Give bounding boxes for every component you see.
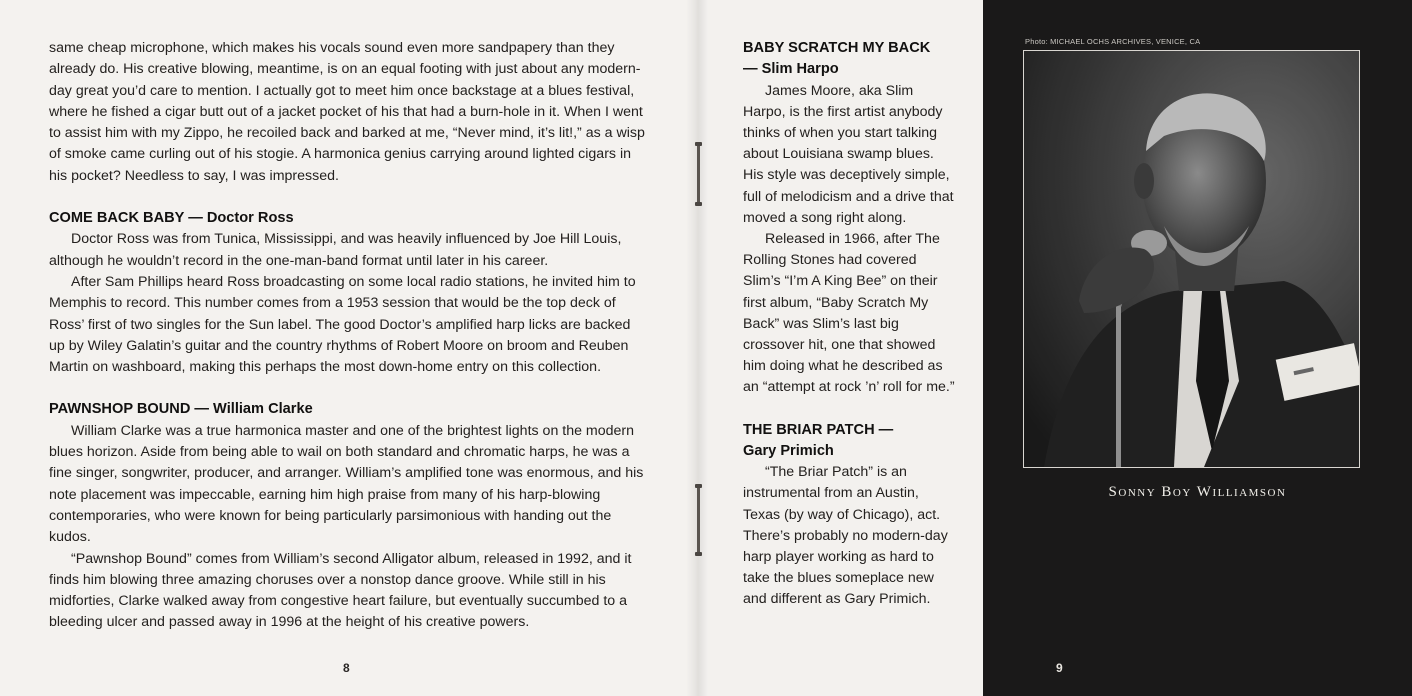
paragraph: After Sam Phillips heard Ross broadcasting on some local radio stations, he invited him to Memphis to record. This number comes from a 1953 session that would be the top deck of Ross’ first of two singles for the Sun label. The good Doctor’s amplified harp licks are backed up by Wiley Galatin’s guitar and the country rhythms of Robert Moore on broom and Reuben Martin on washboard, making this perhaps the most down-home entry on this collection.	[49, 273, 636, 376]
section-heading	[743, 38, 955, 81]
heading-line: Gary Primich	[743, 442, 834, 459]
paragraph: “The Briar Patch” is an instrumental from an Austin, Texas (by way of Chicago), act. There’s probably no modern-day harp player working as hard to take the blues someplace new and different as Gary Primich.	[743, 464, 948, 608]
page-number: 8	[343, 661, 350, 675]
paragraph: “Pawnshop Bound” comes from William’s second Alligator album, released in 1992, and it finds him blowing three amazing choruses over a nonstop dance groove. While still in his midforties, Clarke walked away from congestive heart failure, but eventually succumbed to a bleeding ulcer and passed away in 1996 at the height of his creative powers.	[49, 550, 632, 631]
heading-line: THE BRIAR PATCH —	[743, 421, 894, 438]
staple	[697, 142, 700, 206]
page-number: 9	[1056, 661, 1063, 675]
paragraph: Released in 1966, after The Rolling Stones had covered Slim’s “I’m A King Bee” on their first album, “Baby Scratch My Back” was Slim’s last big crossover hit, one that showed him doing what he described as an “attempt at rock ’n’ roll for me.”	[743, 231, 955, 396]
portrait-photo	[1023, 50, 1360, 468]
heading-line: BABY SCRATCH MY BACK	[743, 40, 931, 56]
paragraph: William Clarke was a true harmonica master and one of the brightest lights on the modern blues horizon. Aside from being able to wail on both standard and chromatic harps, he was a fine singer, songwriter, producer, and arranger. William’s amplified tone was enormous, and his note placement was impeccable, earning him high praise from many of his harp-blowing contemporaries, who were known for being particularly parsimonious with handing out the kudos.	[49, 422, 644, 546]
staple	[697, 484, 700, 556]
photo-credit: Photo: MICHAEL OCHS ARCHIVES, VENICE, CA	[1025, 37, 1201, 46]
paragraph: James Moore, aka Slim Harpo, is the first artist anybody thinks of when you start talking about Louisiana swamp blues. His style was deceptively simple, full of melodicism and a drive that moved a song right along.	[743, 82, 954, 226]
binding-gutter	[686, 0, 708, 696]
paragraph: Doctor Ross was from Tunica, Mississippi, and was heavily influenced by Joe Hill Louis, although he wouldn’t record in the one-man-band format until later in his career.	[49, 231, 622, 269]
portrait-illustration	[1024, 51, 1359, 467]
right-text-column	[743, 38, 955, 611]
photo-caption: Sonny Boy Williamson	[1108, 484, 1287, 500]
photo-panel	[983, 0, 1412, 696]
section-heading: PAWNSHOP BOUND — William Clarke	[49, 401, 313, 418]
left-page	[0, 0, 696, 696]
left-text-column	[49, 38, 649, 634]
section-heading	[743, 420, 955, 463]
section-heading: COME BACK BABY — Doctor Ross	[49, 210, 294, 227]
intro-paragraph: same cheap microphone, which makes his vocals sound even more sandpapery than they already do. His creative blowing, meantime, is on an equal footing with just about any modern-day great you’d care to mention. I actually got to meet him once backstage at a blues festival, where he fished a cigar butt out of a jacket pocket of his that had a burn-hole in it. When I went to assist him with my Zippo, he recoiled back and barked at me, “Never mind, it’s lit!,” as a wisp of smoke came curling out of his stogie. A harmonica genius carrying around lighted cigars in his pocket? Needless to say, I was impressed.	[49, 40, 645, 184]
heading-line: — Slim Harpo	[743, 61, 839, 78]
